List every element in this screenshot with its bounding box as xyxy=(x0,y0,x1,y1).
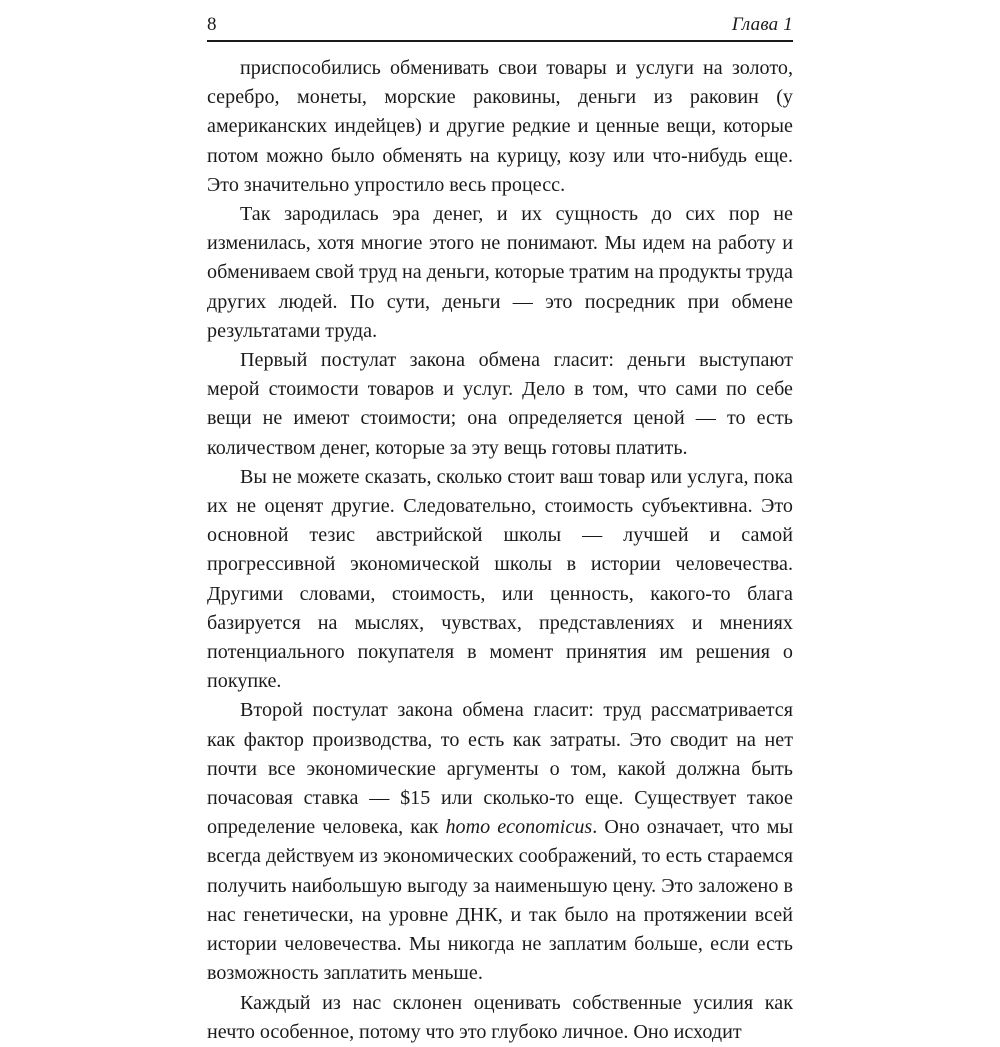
paragraph-6: Каждый из нас склонен оценивать собственные усилия как нечто особенное, потому что это глубоко личное. Оно исходит xyxy=(207,991,793,1043)
paragraph-2: Так зародилась эра денег, и их сущность до сих пор не изменилась, хотя многие этого не понимают. Мы идем на работу и обмениваем свой труд на деньги, которые тратим на продукты труда других людей. По сути, деньги — это посредник при обмене результатами труда. xyxy=(207,203,793,342)
paragraph-3: Первый постулат закона обмена гласит: деньги выступают мерой стоимости товаров и услуг. Дело в том, что сами по себе вещи не имеют стоимости; она определяется ценой — то есть количеством денег, которые за эту вещь готовы платить. xyxy=(207,349,793,459)
paragraph-4: Вы не можете сказать, сколько стоит ваш товар или услуга, пока их не оценят другие. Следовательно, стоимость субъективна. Это основной тезис австрийской школы — лучшей и самой прогрессивной экономической школы в истории человечества. Другими словами, стоимость, или ценность, какого-то блага базируется на мыслях, чувствах, представлениях и мнениях потенциального покупателя в момент принятия им решения о покупке. xyxy=(207,465,793,693)
chapter-label: Глава 1 xyxy=(731,14,793,35)
paragraph-1: приспособились обменивать свои товары и услуги на золото, серебро, монеты, морские раковины, деньги из раковин (у американских индейцев) и другие редкие и ценные вещи, которые потом можно было обменять на курицу, козу или что-нибудь еще. Это значительно упростило весь процесс. xyxy=(207,57,793,196)
paragraph-5-text-after: . Оно означает, что мы всегда действуем из экономических соображений, то есть стараемся получить наибольшую выгоду за наименьшую цену. Это заложено в нас генетически, на уровне ДНК, и так было на протяжении всей истории человечества. Мы никогда не заплатим больше, если есть возможность заплатить меньше. xyxy=(207,816,793,985)
body-text xyxy=(207,54,793,1047)
latin-term-homo-economicus: homo economicus xyxy=(445,816,593,839)
running-head xyxy=(207,14,793,42)
paragraph-5-text-before: Второй постулат закона обмена гласит: труд рассматривается как фактор производства, то есть как затраты. Это сводит на нет почти все экономические аргументы о том, какой должна быть почасовая ставка — $15 или сколько-то еще. Существует такое определение человека, как xyxy=(207,699,793,839)
paragraph-5 xyxy=(207,696,793,988)
page-number: 8 xyxy=(207,14,217,35)
page-content xyxy=(207,14,793,1047)
